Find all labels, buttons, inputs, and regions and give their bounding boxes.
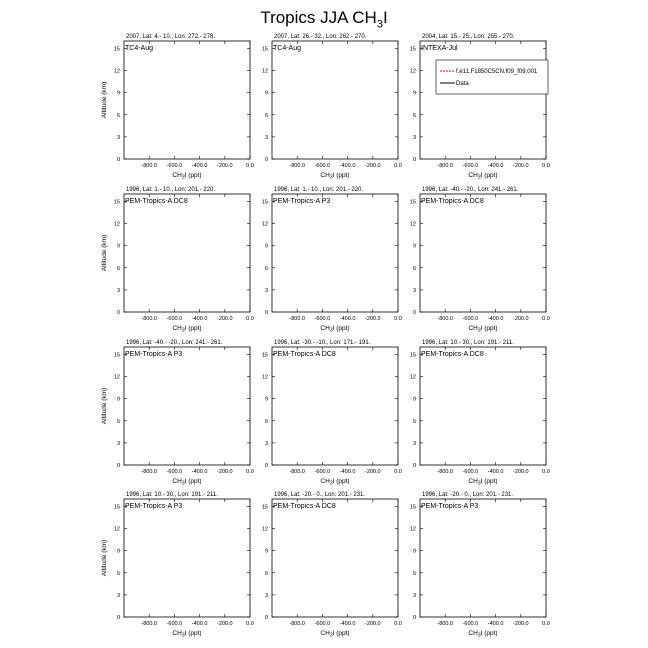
- y-tick-label: 12: [261, 526, 268, 533]
- chart-panel: [101, 34, 254, 181]
- campaign-label: TC4-Aug: [125, 45, 154, 52]
- x-tick-label: 0.0: [542, 316, 550, 322]
- y-tick-label: 3: [264, 592, 268, 599]
- title-tail: I: [382, 8, 388, 27]
- campaign-label: TC4-Aug: [273, 45, 302, 52]
- x-tick-label: 0.0: [542, 621, 550, 627]
- campaign-label: PEM-Tropics-A P3: [125, 351, 183, 358]
- panel-subtitle: 2007, Lat: 26.- 32., Lon: 262.- 270.: [274, 34, 367, 40]
- x-tick-label: -800.0: [289, 469, 306, 475]
- x-tick-label: -800.0: [289, 316, 306, 322]
- plot-frame: [124, 41, 250, 159]
- chart-panel: [262, 492, 402, 639]
- chart-panel: [410, 340, 550, 487]
- chart-panel: [410, 187, 550, 334]
- y-tick-label: 3: [264, 287, 268, 294]
- campaign-label: PEM-Tropics-A P3: [421, 503, 479, 510]
- panel-subtitle: 1996, Lat: -30.- -10., Lon: 171.- 191.: [274, 340, 371, 346]
- x-tick-label: -600.0: [314, 621, 331, 627]
- y-tick-label: 3: [116, 440, 120, 447]
- y-tick-label: 6: [412, 570, 416, 577]
- panel-subtitle: 1996, Lat: 10.- 30., Lon: 191.- 211.: [422, 340, 514, 346]
- chart-panel: [101, 187, 254, 334]
- y-tick-label: 3: [116, 592, 120, 599]
- x-tick-label: -200.0: [216, 163, 233, 169]
- x-tick-label: -800.0: [289, 621, 306, 627]
- y-tick-label: 6: [412, 112, 416, 119]
- x-tick-label: -600.0: [462, 621, 479, 627]
- x-axis-label: $CH_3I$ (ppt): [172, 172, 202, 181]
- y-tick-label: 12: [113, 221, 120, 228]
- x-tick-label: 0.0: [542, 163, 550, 169]
- x-tick-label: -600.0: [166, 621, 183, 627]
- x-tick-label: -200.0: [512, 316, 529, 322]
- x-tick-label: 0.0: [394, 621, 402, 627]
- y-tick-label: 15: [261, 199, 268, 206]
- chart-panel: [101, 340, 254, 487]
- x-tick-label: -800.0: [289, 163, 306, 169]
- y-tick-label: 15: [261, 504, 268, 511]
- chart-panel: [262, 187, 402, 334]
- x-axis-label: $CH_3I$ (ppt): [468, 630, 498, 639]
- y-tick-label: 0: [116, 310, 120, 316]
- x-tick-label: 0.0: [394, 469, 402, 475]
- x-axis-label: $CH_3I$ (ppt): [172, 630, 202, 639]
- x-axis-label: $CH_3I$ (ppt): [320, 478, 350, 487]
- plot-frame: [124, 347, 250, 465]
- y-tick-label: 12: [409, 374, 416, 381]
- campaign-label: PEM-Tropics-A DC8: [421, 351, 484, 358]
- x-tick-label: -800.0: [141, 316, 158, 322]
- chart-panel: [410, 492, 550, 639]
- y-tick-label: 0: [412, 463, 416, 469]
- x-tick-label: -600.0: [462, 163, 479, 169]
- x-axis-label: $CH_3I$ (ppt): [320, 325, 350, 334]
- x-axis-label: $CH_3I$ (ppt): [172, 325, 202, 334]
- y-tick-label: 3: [412, 592, 416, 599]
- y-tick-label: 6: [116, 570, 120, 577]
- y-tick-label: 0: [116, 463, 120, 469]
- x-axis-label: $CH_3I$ (ppt): [468, 172, 498, 181]
- y-tick-label: 9: [264, 90, 268, 97]
- x-tick-label: 0.0: [394, 316, 402, 322]
- y-tick-label: 3: [116, 134, 120, 141]
- y-tick-label: 6: [264, 265, 268, 272]
- campaign-label: PEM-Tropics-A DC8: [421, 198, 484, 205]
- x-tick-label: -400.0: [191, 316, 208, 322]
- y-tick-label: 0: [116, 615, 120, 621]
- x-tick-label: -800.0: [437, 316, 454, 322]
- x-tick-label: -200.0: [512, 621, 529, 627]
- y-tick-label: 3: [264, 440, 268, 447]
- y-tick-label: 15: [113, 504, 120, 511]
- x-tick-label: -800.0: [437, 163, 454, 169]
- x-tick-label: -400.0: [487, 469, 504, 475]
- y-tick-label: 15: [409, 504, 416, 511]
- panel-subtitle: 1996, Lat: 1.- 10., Lon: 201.- 220.: [126, 187, 216, 193]
- y-tick-label: 15: [409, 199, 416, 206]
- y-tick-label: 12: [409, 221, 416, 228]
- y-tick-label: 0: [264, 157, 268, 163]
- legend: [436, 60, 548, 94]
- y-tick-label: 0: [116, 157, 120, 163]
- y-tick-label: 12: [261, 374, 268, 381]
- x-tick-label: -800.0: [437, 621, 454, 627]
- y-tick-label: 3: [264, 134, 268, 141]
- y-tick-label: 9: [116, 396, 120, 403]
- plot-frame: [420, 499, 546, 617]
- panel-subtitle: 1996, Lat: 1.- 10., Lon: 201.- 220.: [274, 187, 364, 193]
- chart-panel: [410, 34, 550, 181]
- x-tick-label: -400.0: [339, 469, 356, 475]
- y-tick-label: 3: [412, 287, 416, 294]
- y-tick-label: 9: [412, 548, 416, 555]
- x-tick-label: -200.0: [512, 469, 529, 475]
- campaign-label: PEM-Tropics-A DC8: [273, 503, 336, 510]
- y-tick-label: 15: [409, 46, 416, 53]
- x-tick-label: 0.0: [246, 469, 254, 475]
- plot-frame: [272, 41, 398, 159]
- y-tick-label: 6: [116, 418, 120, 425]
- x-tick-label: 0.0: [394, 163, 402, 169]
- x-tick-label: -600.0: [462, 469, 479, 475]
- y-axis-label: Altitude (km): [101, 81, 108, 119]
- campaign-label: PEM-Tropics-A DC8: [125, 198, 188, 205]
- plot-frame: [124, 499, 250, 617]
- x-tick-label: -400.0: [339, 621, 356, 627]
- x-tick-label: 0.0: [542, 469, 550, 475]
- panel-subtitle: 1996, Lat: 10.- 30., Lon: 191.- 211.: [126, 492, 218, 498]
- x-tick-label: 0.0: [246, 316, 254, 322]
- y-tick-label: 12: [261, 221, 268, 228]
- y-tick-label: 0: [412, 157, 416, 163]
- y-axis-label: Altitude (km): [101, 539, 108, 577]
- y-tick-label: 9: [116, 90, 120, 97]
- y-tick-label: 15: [113, 46, 120, 53]
- y-tick-label: 3: [116, 287, 120, 294]
- y-tick-label: 12: [261, 68, 268, 75]
- x-tick-label: -200.0: [364, 316, 381, 322]
- x-tick-label: -200.0: [216, 621, 233, 627]
- x-tick-label: -600.0: [314, 316, 331, 322]
- panel-subtitle: 2004, Lat: 15.- 25., Lon: 255.- 270.: [422, 34, 515, 40]
- chart-panel: [262, 340, 402, 487]
- y-tick-label: 0: [264, 463, 268, 469]
- x-tick-label: -400.0: [487, 316, 504, 322]
- y-tick-label: 15: [261, 352, 268, 359]
- x-tick-label: -800.0: [437, 469, 454, 475]
- y-tick-label: 9: [264, 548, 268, 555]
- y-tick-label: 0: [264, 310, 268, 316]
- y-tick-label: 9: [412, 396, 416, 403]
- legend-box: [436, 60, 548, 94]
- y-tick-label: 15: [113, 199, 120, 206]
- y-tick-label: 6: [116, 112, 120, 119]
- y-tick-label: 6: [412, 265, 416, 272]
- x-tick-label: -400.0: [339, 316, 356, 322]
- chart-panel: [262, 34, 402, 181]
- campaign-label: PEM-Tropics-A P3: [273, 198, 331, 205]
- y-tick-label: 12: [113, 526, 120, 533]
- panel-subtitle: 1996, Lat: -40.- -20., Lon: 241.- 261.: [126, 340, 223, 346]
- x-tick-label: -400.0: [339, 163, 356, 169]
- title-subscript: 3: [376, 18, 383, 31]
- y-tick-label: 9: [264, 396, 268, 403]
- chart-panel: [101, 492, 254, 639]
- panel-subtitle: 2007, Lat: 4.- 10., Lon: 272.- 278.: [126, 34, 216, 40]
- y-axis-label: Altitude (km): [101, 387, 108, 425]
- x-tick-label: 0.0: [246, 621, 254, 627]
- x-axis-label: $CH_3I$ (ppt): [468, 478, 498, 487]
- x-tick-label: -200.0: [364, 469, 381, 475]
- y-tick-label: 0: [412, 615, 416, 621]
- y-tick-label: 6: [412, 418, 416, 425]
- x-axis-label: $CH_3I$ (ppt): [468, 325, 498, 334]
- x-tick-label: -800.0: [141, 621, 158, 627]
- plot-frame: [124, 194, 250, 312]
- x-tick-label: -200.0: [216, 316, 233, 322]
- y-tick-label: 0: [264, 615, 268, 621]
- x-tick-label: -600.0: [166, 316, 183, 322]
- y-tick-label: 9: [116, 243, 120, 250]
- x-tick-label: -400.0: [191, 163, 208, 169]
- x-tick-label: -600.0: [314, 469, 331, 475]
- x-tick-label: 0.0: [246, 163, 254, 169]
- plot-frame: [420, 194, 546, 312]
- campaign-label: PEM-Tropics-A P3: [125, 503, 183, 510]
- x-tick-label: -400.0: [487, 163, 504, 169]
- campaign-label: INTEXA-Jul: [421, 45, 458, 52]
- x-tick-label: -800.0: [141, 163, 158, 169]
- y-tick-label: 15: [113, 352, 120, 359]
- x-tick-label: -400.0: [191, 621, 208, 627]
- plot-frame: [420, 347, 546, 465]
- y-tick-label: 12: [409, 526, 416, 533]
- x-tick-label: -200.0: [216, 469, 233, 475]
- y-tick-label: 6: [264, 112, 268, 119]
- plot-frame: [272, 194, 398, 312]
- y-tick-label: 6: [264, 418, 268, 425]
- y-tick-label: 12: [409, 68, 416, 75]
- x-axis-label: $CH_3I$ (ppt): [172, 478, 202, 487]
- y-tick-label: 6: [264, 570, 268, 577]
- panel-subtitle: 1996, Lat: -20.- 0., Lon: 201.- 231.: [422, 492, 514, 498]
- plot-frame: [272, 499, 398, 617]
- x-tick-label: -200.0: [364, 163, 381, 169]
- y-axis-label: Altitude (km): [101, 234, 108, 272]
- y-tick-label: 9: [412, 243, 416, 250]
- x-tick-label: -400.0: [487, 621, 504, 627]
- x-tick-label: -600.0: [166, 469, 183, 475]
- x-axis-label: $CH_3I$ (ppt): [320, 172, 350, 181]
- y-tick-label: 12: [113, 374, 120, 381]
- y-tick-label: 9: [412, 90, 416, 97]
- y-tick-label: 12: [113, 68, 120, 75]
- plot-frame: [420, 41, 546, 159]
- y-tick-label: 15: [261, 46, 268, 53]
- panel-subtitle: 1996, Lat: -40.- -20., Lon: 241.- 261.: [422, 187, 519, 193]
- y-tick-label: 9: [116, 548, 120, 555]
- plot-frame: [272, 347, 398, 465]
- x-tick-label: -200.0: [512, 163, 529, 169]
- legend-model-label: f.e11.F1850C5CN.f09_f09.001: [456, 69, 538, 75]
- y-tick-label: 9: [264, 243, 268, 250]
- panel-subtitle: 1996, Lat: -20.- 0., Lon: 201.- 231.: [274, 492, 366, 498]
- x-tick-label: -600.0: [314, 163, 331, 169]
- legend-data-label: Data: [456, 81, 469, 87]
- x-tick-label: -400.0: [191, 469, 208, 475]
- x-tick-label: -800.0: [141, 469, 158, 475]
- x-tick-label: -600.0: [462, 316, 479, 322]
- campaign-label: PEM-Tropics-A DC8: [273, 351, 336, 358]
- x-axis-label: $CH_3I$ (ppt): [320, 630, 350, 639]
- y-tick-label: 6: [116, 265, 120, 272]
- y-tick-label: 3: [412, 440, 416, 447]
- x-tick-label: -200.0: [364, 621, 381, 627]
- title-main: Tropics JJA CH: [260, 8, 377, 27]
- y-tick-label: 3: [412, 134, 416, 141]
- y-tick-label: 0: [412, 310, 416, 316]
- x-tick-label: -600.0: [166, 163, 183, 169]
- y-tick-label: 15: [409, 352, 416, 359]
